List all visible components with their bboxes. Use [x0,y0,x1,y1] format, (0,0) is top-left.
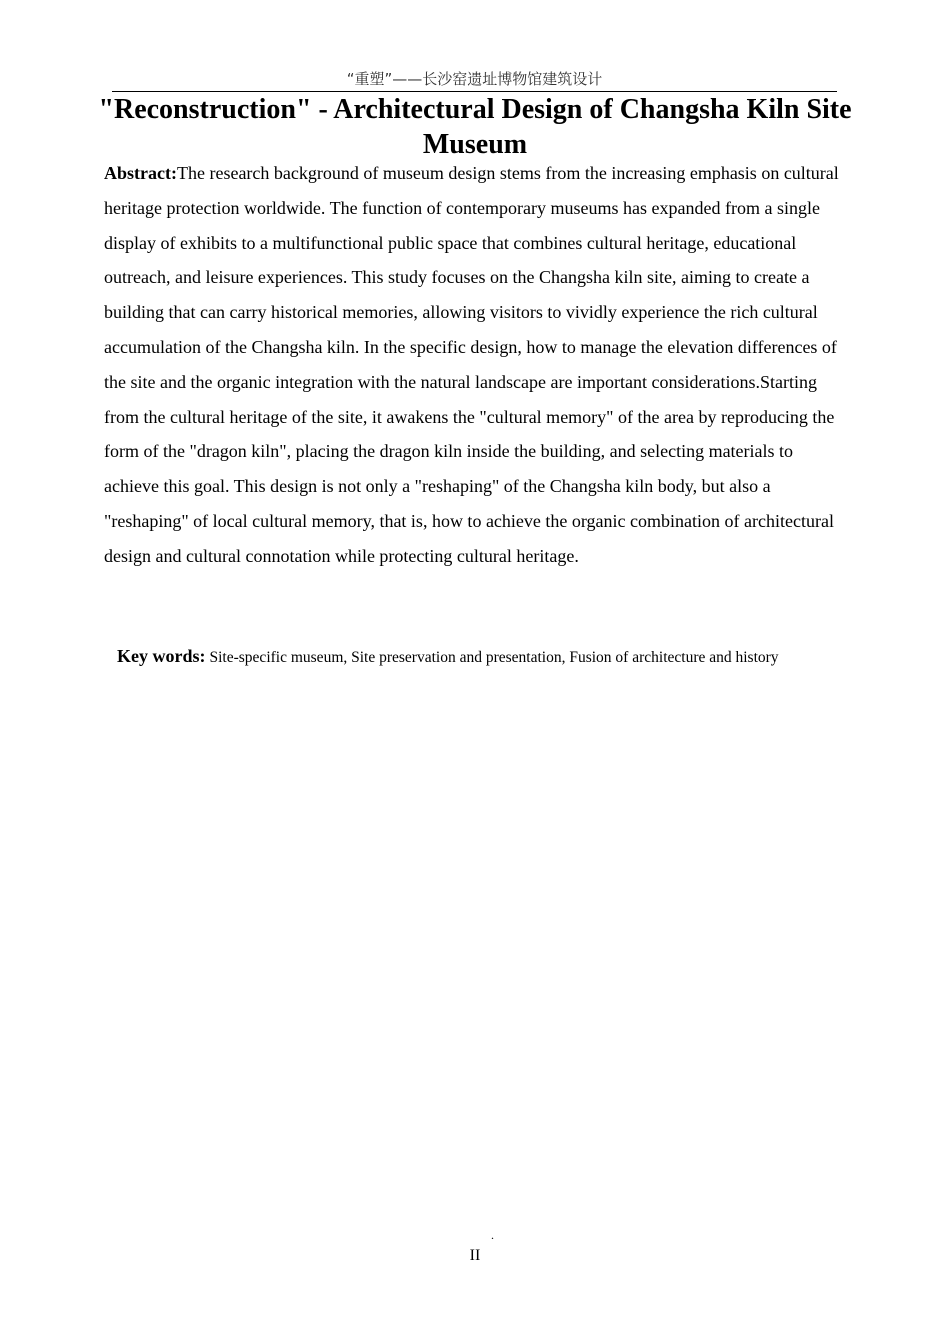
keywords-label: Key words: [117,646,206,666]
abstract-text: The research background of museum design stems from the increasing emphasis on cultural heritage protection worldwide. The function of contemporary museums has expanded from a single display of exhibits to a multifunctional public space that combines cultural heritage, educational outreach, and leisure experiences. This study focuses on the Changsha kiln site, aiming to create a building that can carry historical memories, allowing visitors to vividly experience the rich cultural accumulation of the Changsha kiln. In the specific design, how to manage the elevation differences of the site and the organic integration with the natural landscape are important considerations.Starting from the cultural heritage of the site, it awakens the "cultural memory" of the area by reproducing the form of the "dragon kiln", placing the dragon kiln inside the building, and selecting materials to achieve this goal. This design is not only a "reshaping" of the Changsha kiln body, but also a "reshaping" of local cultural memory, that is, how to achieve the organic combination of architectural design and cultural connotation while protecting cultural heritage. [104,163,839,566]
abstract-paragraph [104,156,846,574]
footer-dot: . [491,1228,494,1242]
page-number: II [469,1247,481,1264]
keywords-line [117,643,857,671]
keywords-text: Site-specific museum, Site preservation and presentation, Fusion of architecture and history [209,649,779,666]
running-header: “重塑”——长沙窑遗址博物馆建筑设计 [346,70,603,88]
paper-title: "Reconstruction" - Architectural Design of Changsha Kiln Site Museum [98,94,852,160]
abstract-label: Abstract: [104,163,177,183]
